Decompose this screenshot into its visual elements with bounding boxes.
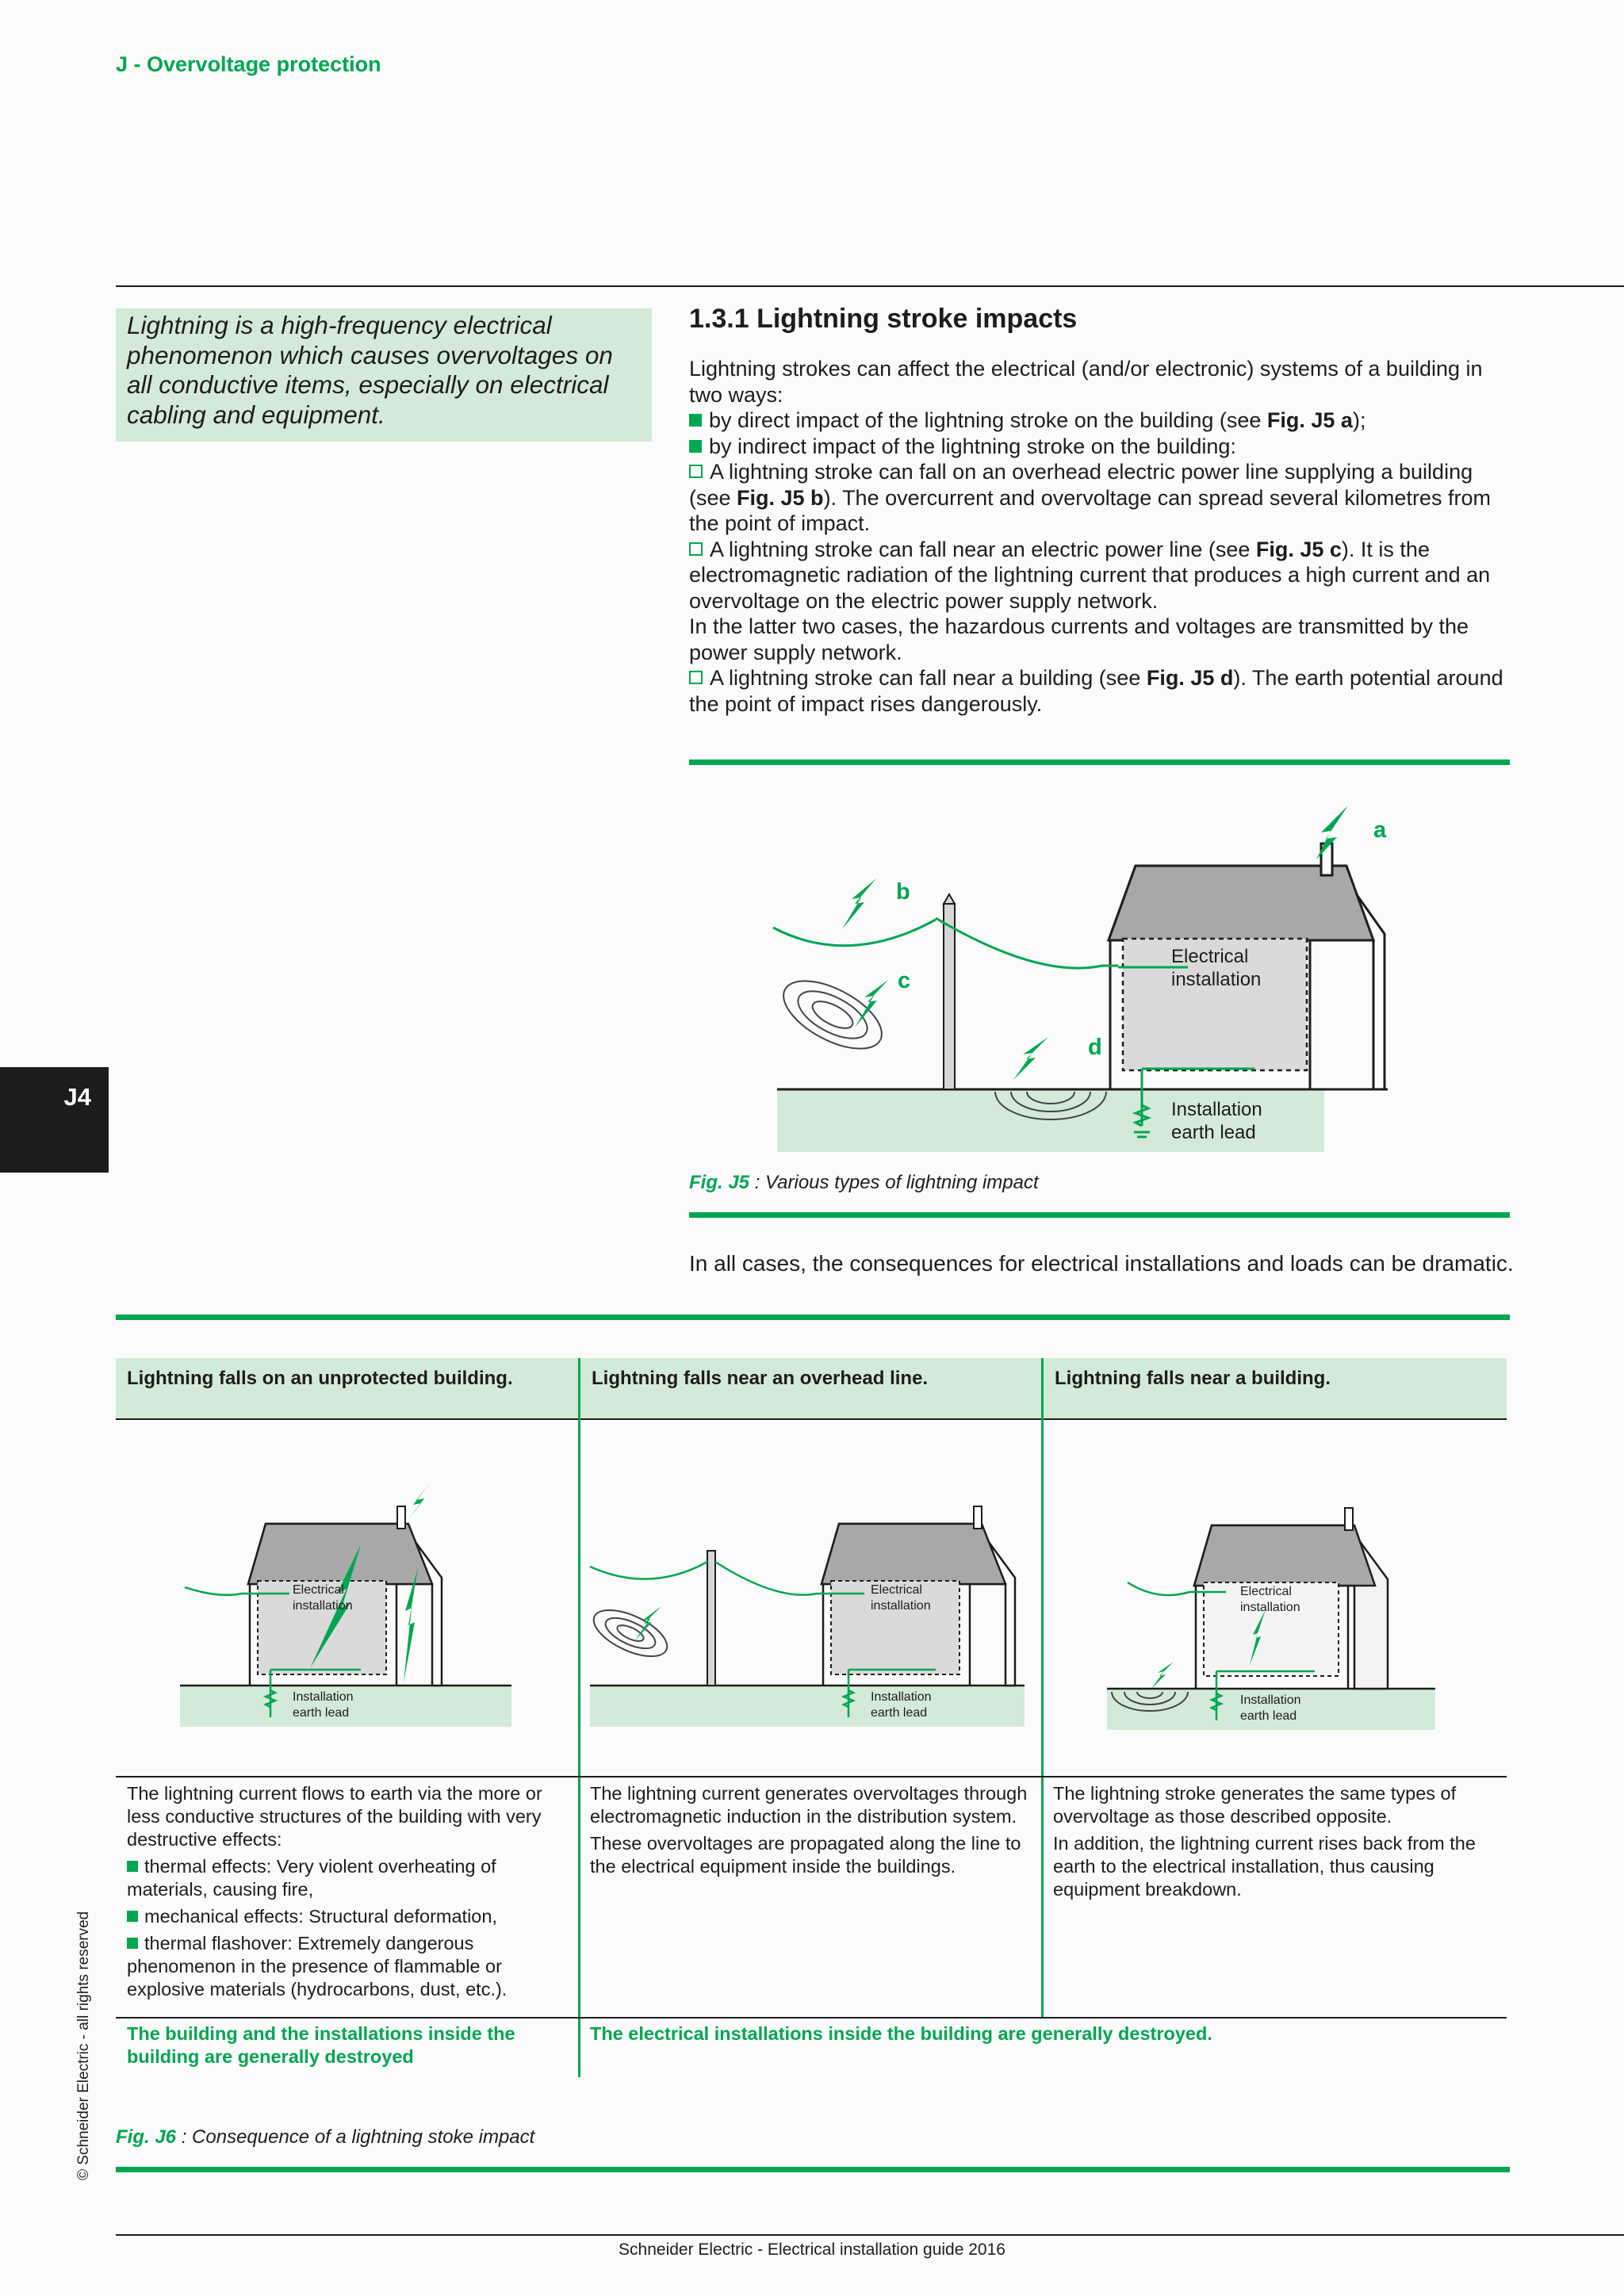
table-diagram-direct (178, 1475, 527, 1736)
earth-lead-label-2: earth lead (1171, 1122, 1256, 1143)
footer-rule (116, 2234, 1624, 2236)
label-c: c (898, 968, 911, 993)
list-item: thermal flashover: Extremely dangerous phenomenon in the presence of flammable or explosive materials (hydrocarbons, dust, etc.). (127, 1933, 508, 1999)
sub-bullet-near-line: A lightning stroke can fall near an electric power line (see Fig. J5 c). It is the electromagnetic radiation of the lightning current that produces a high current and an overvoltage on the electric power supply network. (689, 537, 1491, 613)
consequence-intro: In all cases, the consequences for electrical installations and loads can be dramatic. (689, 1251, 1514, 1276)
list-item: thermal effects: Very violent overheating of materials, causing fire, (127, 1856, 496, 1900)
square-bullet-icon (689, 440, 702, 453)
section-title: 1.3.1 Lightning stroke impacts (689, 304, 1078, 334)
sub-bullet-near-building: A lightning stroke can fall near a building (see Fig. J5 d). The earth potential around the point of impact rises dangerously. (689, 666, 1503, 716)
table-header-2: Lightning falls near an overhead line. (580, 1358, 1041, 1418)
fig6-caption: Fig. J6 : Consequence of a lightning stoke impact (116, 2126, 535, 2148)
mini-earth-label-1: Installation (871, 1690, 932, 1704)
hollow-square-bullet-icon (689, 542, 703, 556)
side-note (116, 308, 652, 442)
label-a: a (1373, 817, 1387, 843)
header-rule (116, 1418, 1507, 1420)
hollow-square-bullet-icon (689, 465, 703, 478)
side-note-text: Lightning is a high-frequency electrical phenomenon which causes overvoltages on all conductive items, especially on electrical cabling and equipment. (127, 311, 613, 429)
list-item: mechanical effects: Structural deformation, (127, 1905, 571, 1928)
table-header-1: Lightning falls on an unprotected building. (116, 1358, 578, 1418)
intro-text: Lightning strokes can affect the electrical (and/or electronic) systems of a building in two ways: (689, 357, 1483, 407)
mini-elec-label-1: Electrical (293, 1583, 344, 1597)
mini-elec-label-1: Electrical (1240, 1585, 1292, 1598)
table-diagram-near-building (1102, 1475, 1451, 1736)
sub-bullet-line: A lightning stroke can fall on an overhead electric power line supplying a building (see Fig. J5 b). The overcurrent and overvoltage can spread several kilometres from the point of impact. (689, 460, 1491, 535)
square-bullet-icon (689, 414, 702, 427)
cell-building-text: The lightning stroke generates the same types of overvoltage as those described opposite. In addition, the lightning current rises back from the earth to the electrical installation, thus causing equipment breakdown. (1053, 1783, 1476, 1900)
bullet-direct: by direct impact of the lightning stroke on the building (see Fig. J5 a); (689, 408, 1510, 434)
conclusion-building: The building and the installations inside the building are generally destroyed (127, 2023, 515, 2067)
mini-elec-label-2: installation (1240, 1601, 1300, 1614)
mini-earth-label-1: Installation (1240, 1693, 1301, 1707)
section-body (689, 356, 1510, 717)
section-header: J - Overvoltage protection (116, 52, 381, 76)
fig5-bottom-bar (689, 1212, 1510, 1218)
label-b: b (896, 879, 910, 905)
conclusion-installations: The electrical installations inside the building are generally destroyed. (590, 2023, 1212, 2044)
label-d: d (1088, 1035, 1102, 1060)
mini-earth-label-2: earth lead (293, 1706, 350, 1720)
elec-install-label-2: installation (1171, 969, 1262, 990)
hollow-square-bullet-icon (689, 671, 703, 684)
cell-line-text: The lightning current generates overvoltages through electromagnetic induction in the distribution system. These overvoltages are propagated along the line to the electrical equipment inside the buildings. (590, 1783, 1028, 1877)
table-header-3: Lightning falls near a building. (1044, 1358, 1507, 1418)
fig5-top-bar (689, 760, 1510, 765)
bullet-indirect: by indirect impact of the lightning stroke on the building: (689, 434, 1510, 460)
earth-lead-label-1: Installation (1171, 1099, 1262, 1120)
table-top-bar (116, 1314, 1510, 1320)
page-tab: J4 (0, 1067, 109, 1173)
col-divider-2 (1041, 1358, 1044, 2018)
fig6-bottom-bar (116, 2167, 1510, 2172)
image-row-rule (116, 1776, 1507, 1777)
copyright-note: © Schneider Electric - all rights reserved (75, 1911, 92, 2180)
mini-earth-label-1: Installation (293, 1690, 354, 1704)
mini-elec-label-2: installation (293, 1599, 353, 1613)
text-row-rule (116, 2017, 1507, 2019)
mini-earth-label-2: earth lead (1240, 1709, 1297, 1723)
top-rule (116, 285, 1624, 287)
table-diagram-line (587, 1475, 1031, 1736)
square-bullet-icon (127, 1938, 138, 1949)
mini-earth-label-2: earth lead (871, 1706, 928, 1720)
mini-elec-label-1: Electrical (871, 1583, 922, 1597)
elec-install-label-1: Electrical (1171, 946, 1249, 967)
square-bullet-icon (127, 1911, 138, 1922)
fig5-diagram (761, 793, 1396, 1158)
fig5-caption: Fig. J5 : Various types of lightning impact (689, 1172, 1039, 1193)
footer-text: Schneider Electric - Electrical installation guide 2016 (619, 2241, 1005, 2259)
mini-elec-label-2: installation (871, 1599, 931, 1613)
square-bullet-icon (127, 1861, 138, 1872)
latter-cases-text: In the latter two cases, the hazardous currents and voltages are transmitted by the power supply network. (689, 614, 1469, 664)
cell-direct-text: The lightning current flows to earth via the more or less conductive structures of the building with very destructive effects: thermal effects: Very violent overheating of materials, causing fire, mechanical effects: Structural deformation, thermal flashover: Extremely dangerous phenomenon in the presence of flammable or explosive materials (hydrocarbons, dust, etc.). (127, 1782, 571, 2005)
col-divider-1 (578, 1358, 580, 2077)
